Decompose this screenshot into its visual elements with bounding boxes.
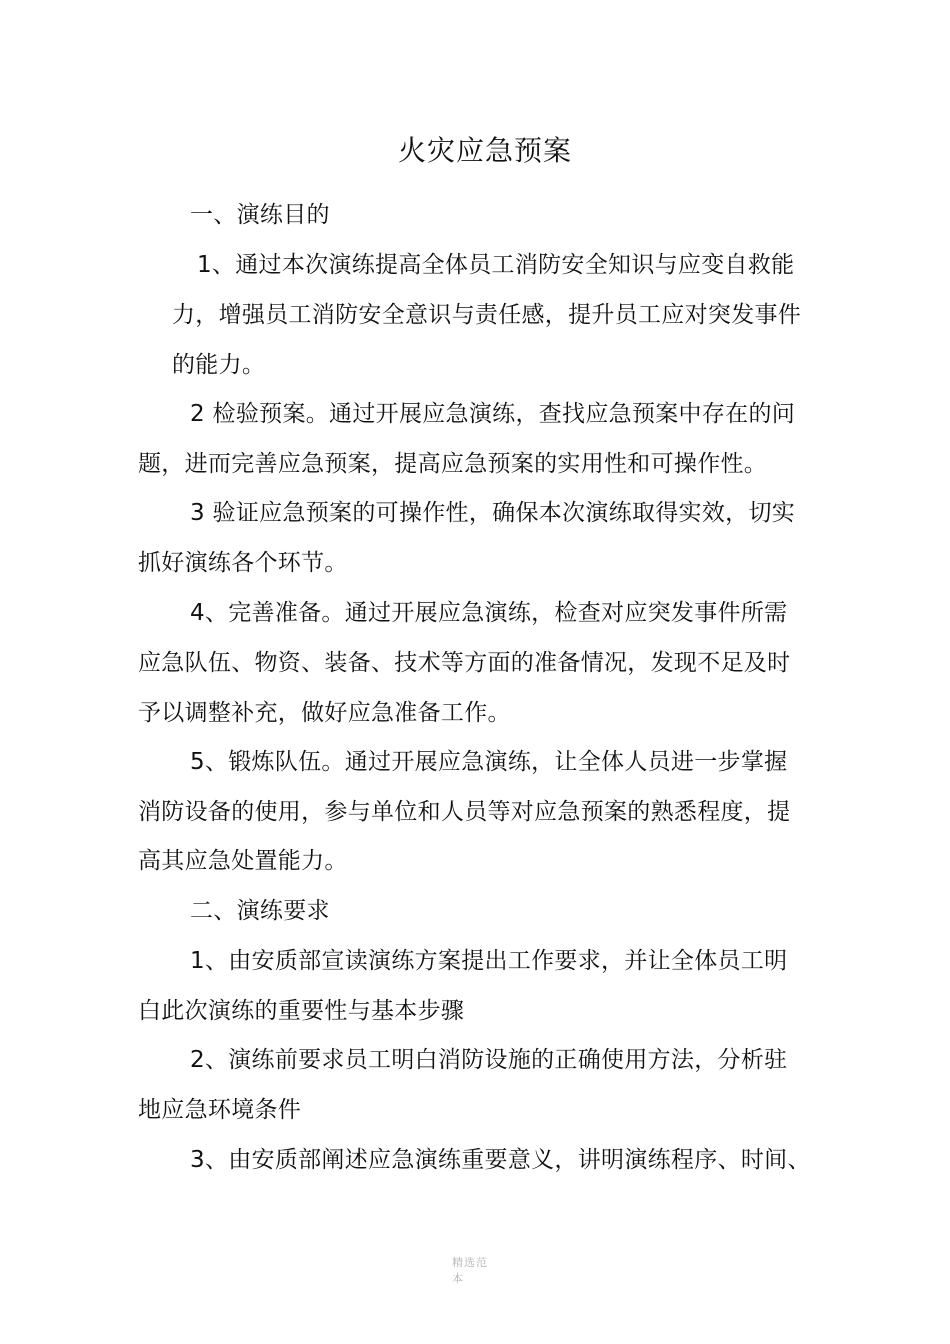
section-heading: 二、演练要求 (190, 898, 330, 924)
paragraph-line: 抓好演练各个环节。 (138, 550, 348, 576)
paragraph-line: 白此次演练的重要性与基本步骤 (138, 998, 465, 1024)
paragraph-line: 予以调整补充，做好应急准备工作。 (138, 700, 511, 726)
paragraph-line: 力，增强员工消防安全意识与责任感，提升员工应对突发事件 (172, 302, 802, 328)
section-heading: 一、演练目的 (190, 202, 330, 228)
paragraph-line: 的能力。 (172, 352, 266, 378)
paragraph-line: 3、由安质部阐述应急演练重要意义，讲明演练程序、时间、 (190, 1147, 811, 1173)
paragraph-line: 1、通过本次演练提高全体员工消防安全知识与应变自救能 (197, 252, 795, 278)
footer-watermark: 精选范本 (452, 1256, 488, 1285)
paragraph-line: 2 检验预案。通过开展应急演练，查找应急预案中存在的问 (190, 401, 796, 427)
paragraph-line: 5、锻炼队伍。通过开展应急演练，让全体人员进一步掌握 (190, 749, 788, 775)
paragraph-line: 应急队伍、物资、装备、技术等方面的准备情况，发现不足及时 (138, 650, 791, 676)
paragraph-line: 3 验证应急预案的可操作性，确保本次演练取得实效，切实 (190, 500, 796, 526)
paragraph-line: 1、由安质部宣读演练方案提出工作要求，并让全体员工明 (190, 948, 788, 974)
paragraph-line: 消防设备的使用，参与单位和人员等对应急预案的熟悉程度，提 (138, 799, 791, 825)
paragraph-line: 4、完善准备。通过开展应急演练，检查对应突发事件所需 (190, 600, 788, 626)
document-title: 火灾应急预案 (397, 134, 572, 167)
paragraph-line: 2、演练前要求员工明白消防设施的正确使用方法，分析驻 (190, 1047, 788, 1073)
paragraph-line: 地应急环境条件 (138, 1097, 302, 1123)
paragraph-line: 题，进而完善应急预案，提高应急预案的实用性和可操作性。 (138, 451, 768, 477)
paragraph-line: 高其应急处置能力。 (138, 848, 348, 874)
